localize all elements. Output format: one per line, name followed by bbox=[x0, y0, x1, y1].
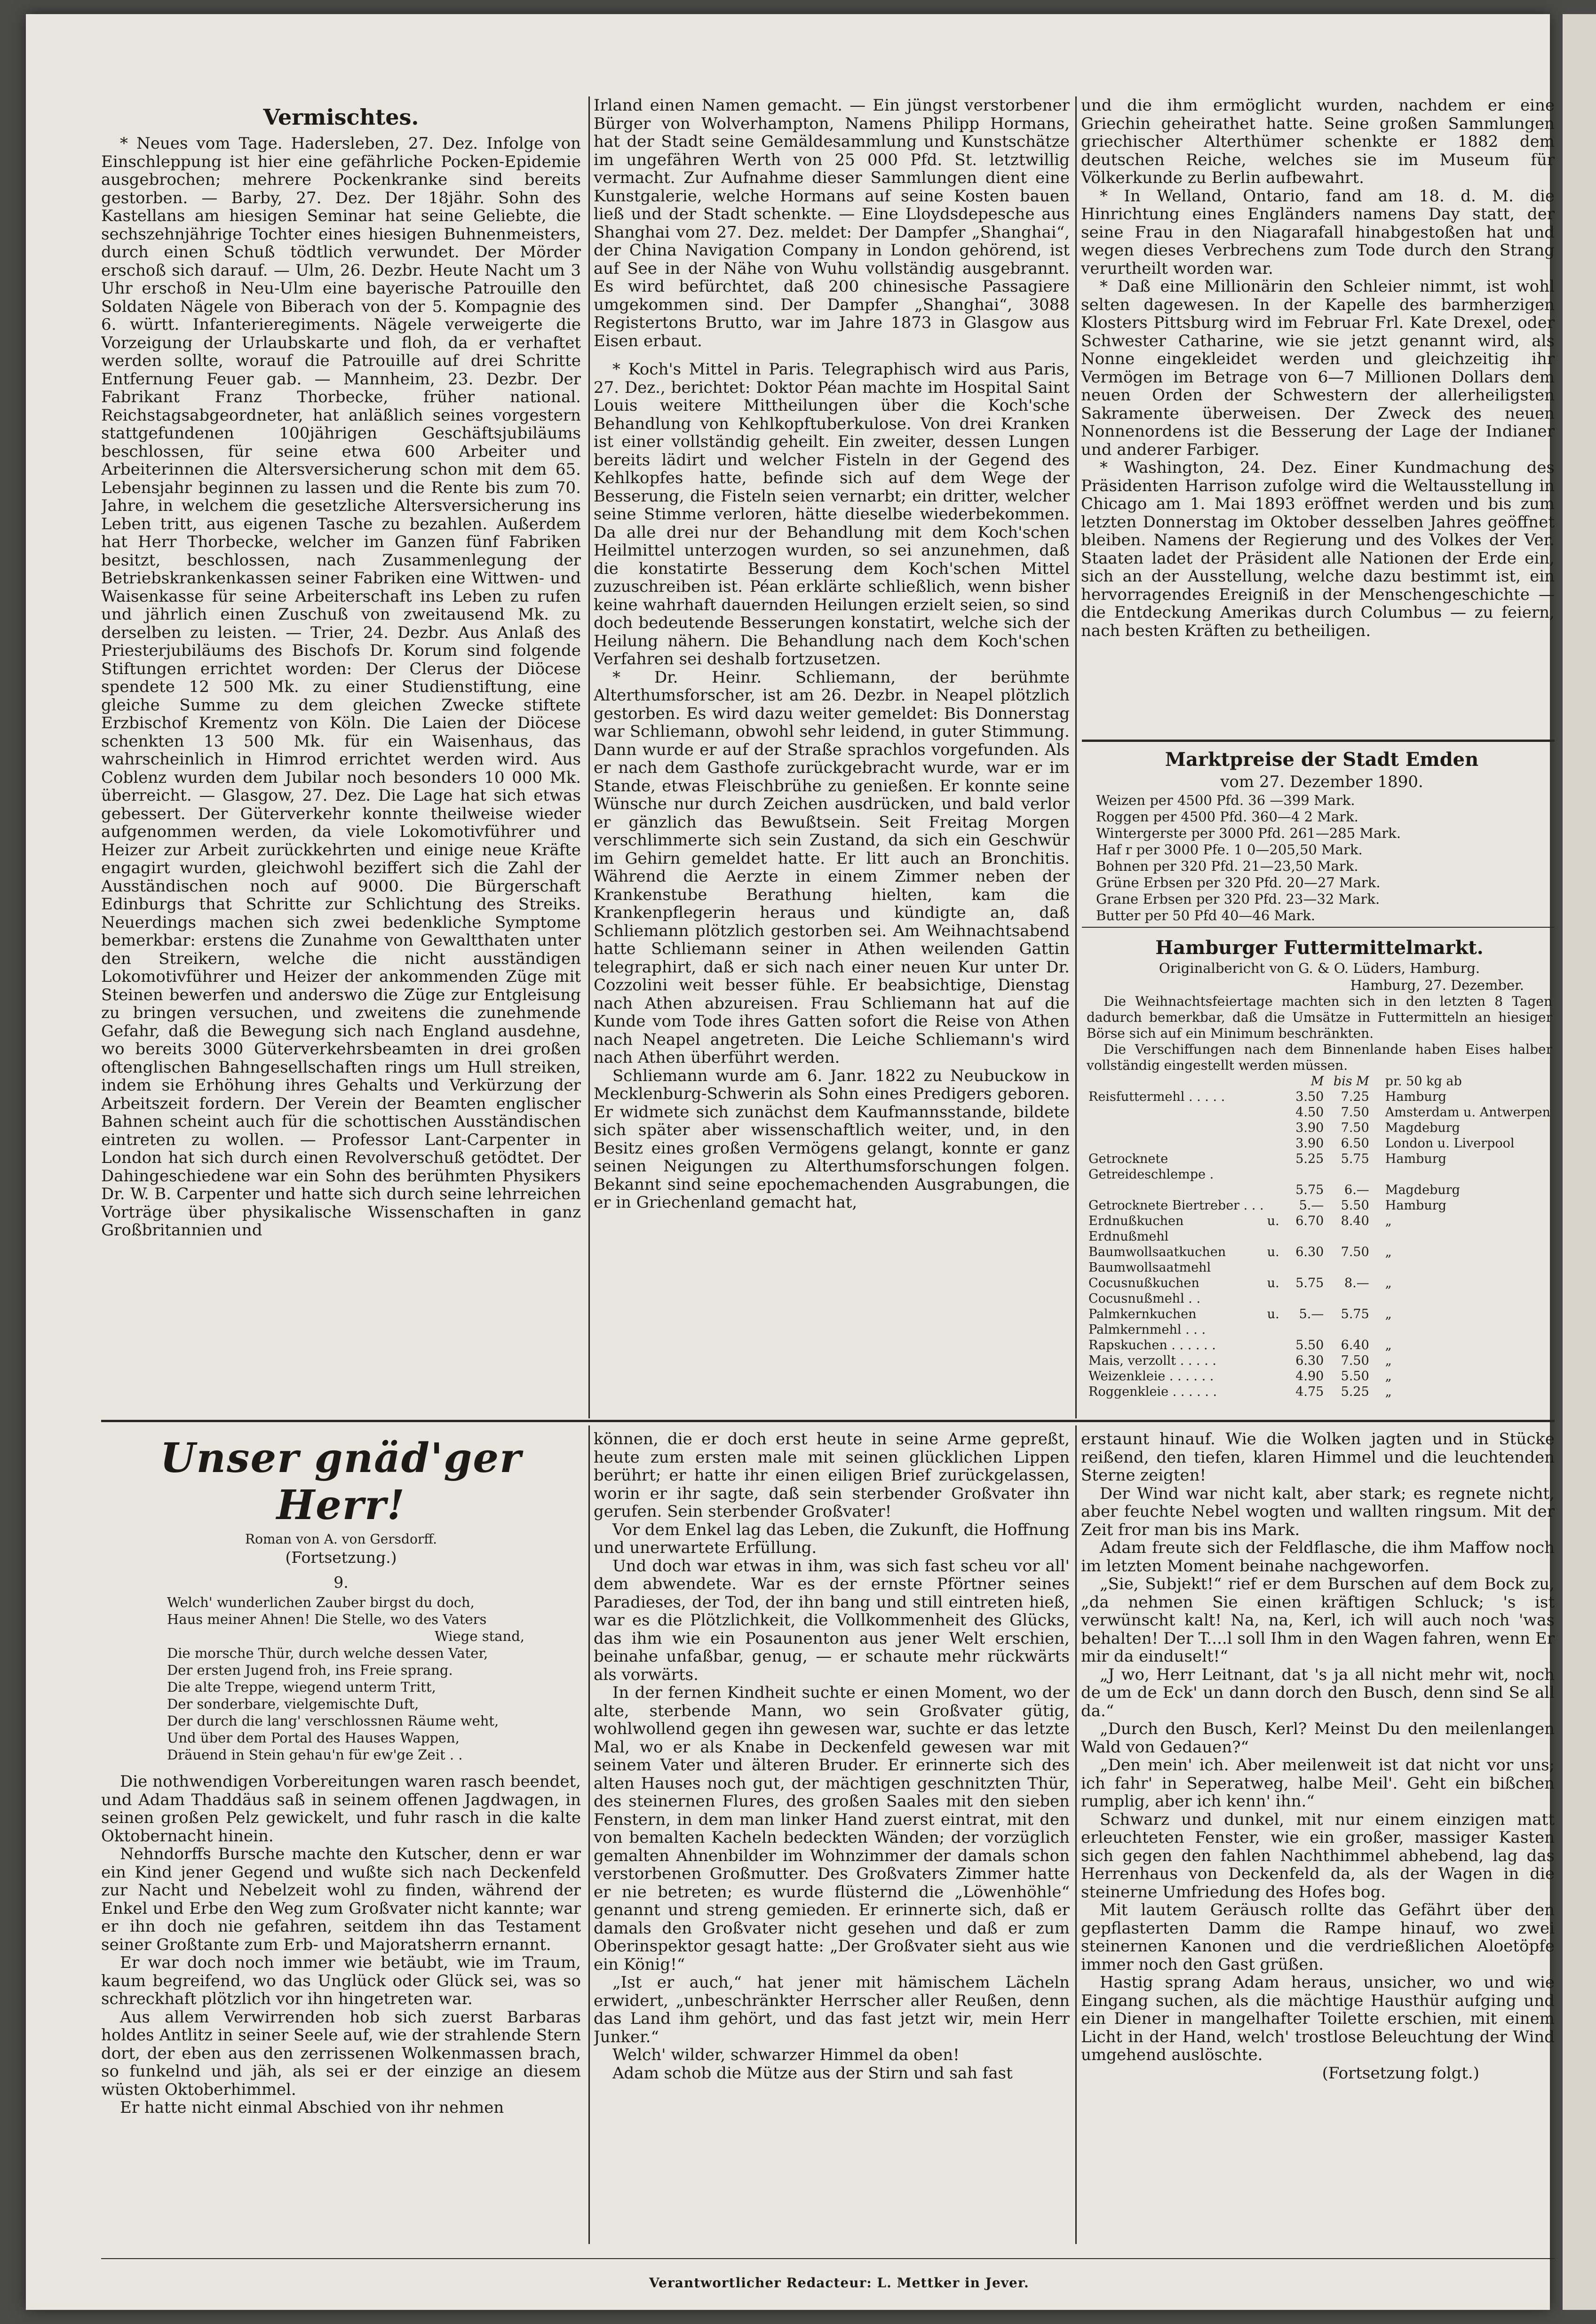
table-cell: 5.25 bbox=[1341, 1385, 1369, 1399]
table-row bbox=[1087, 1136, 1552, 1151]
column-rule bbox=[588, 96, 590, 1418]
table-cell bbox=[1087, 1136, 1281, 1151]
table-cell bbox=[1087, 1105, 1281, 1120]
article-schliemann: * Dr. Heinr. Schliemann, der berühmte Alterthumsforscher, ist am 26. Dezbr. in Neapel plötzlich gestorben. Es wird dazu weiter gemeldet: Bis Donnerstag war Schliemann, obwohl sehr leidend, in guter Stimmung. Dann wurde er auf der Straße sprachlos vorgefunden. Als er nach dem Gasthofe zurückgebracht wurde, war er im Stande, etwas Fleischbrühe zu genießen. Er konnte seine Wünsche nur durch Zeichen ausdrücken, und bald verlor er gänzlich das Bewußtsein. Seit Freitag Morgen verschlimmerte sich sein Zustand, da sich ein Geschwür im Gehirn gemeldet hatte. Er litt auch an Bronchitis. Während die Aerzte in einem Zimmer neben der Krankenstube Berathung hielten, kam die Krankenpflegerin heraus und kündigte an, daß Schliemann plötzlich gestorben sei. Am Weihnachtsabend hatte Schliemann seiner in Athen weilenden Gattin telegraphirt, daß er sich nach einer neuen Kur unter Dr. Cozzolini weit besser fühle. Er beabsichtige, Dienstag nach Athen abzureisen. Frau Schliemann hat auf die Kunde vom Tode ihres Gatten sofort die Reise von Athen nach Neapel angetreten. Die Leiche Schliemann's wird nach Athen überführt werden. bbox=[594, 668, 1070, 1067]
table-cell: Palmkernkuchen u. Palmkernmehl . . . bbox=[1088, 1307, 1279, 1337]
article-millionaerin: * Daß eine Millionärin den Schleier nimmt, ist wohl selten dagewesen. In der Kapelle des barmherzigen Klosters Pittsburg wird im Februar Frl. Kate Drexel, oder Schwester Catharine, wie sie jetzt genannt wird, als Nonne eingekleidet werden und gleichzeitig ihr Vermögen im Betrage von 6—7 Millionen Dollars dem neuen Orden der Schwestern der allerheiligsten Sakramente überweisen. Der Zweck des neuen Nonnenordens ist die Besserung der Lage der Indianer und anderer Farbiger. bbox=[1081, 277, 1555, 459]
table-cell: Magdeburg bbox=[1385, 1183, 1460, 1197]
novel-paragraph: Welch' wilder, schwarzer Himmel da oben! bbox=[612, 2045, 960, 2064]
table-cell: 4.50 bbox=[1295, 1105, 1324, 1120]
table-cell: Hamburg bbox=[1385, 1198, 1446, 1213]
poem-line: Die alte Treppe, wiegend unterm Tritt, bbox=[167, 1679, 436, 1695]
table-cell: 4.75 bbox=[1295, 1385, 1324, 1399]
table-cell: 5.75 bbox=[1341, 1307, 1369, 1321]
table-row bbox=[1087, 1353, 1552, 1369]
news-column-2 bbox=[594, 96, 1070, 1417]
header-cell: bis M bbox=[1333, 1074, 1369, 1089]
table-cell: Roggenkleie . . . . . . bbox=[1088, 1385, 1217, 1399]
novel-title: Unser gnäd'ger Herr! bbox=[160, 1434, 522, 1529]
table-row bbox=[1087, 1337, 1552, 1353]
table-cell: 5.50 bbox=[1295, 1338, 1324, 1353]
market-divider bbox=[1082, 927, 1555, 928]
editor-credit: Verantwortlicher Redacteur: L. Mettker in Jever. bbox=[649, 2275, 1029, 2291]
table-cell: „ bbox=[1385, 1307, 1392, 1321]
article-paragraph: und die ihm ermöglicht wurden, nachdem er eine Griechin geheirathet hatte. Seine großen Sammlungen griechischer Alterthümer schenkte er 1882 dem deutschen Reiche, welches sie im Museum für Völkerkunde zu Berlin aufbewahrt. bbox=[1081, 96, 1555, 187]
novel-paragraph: Er hatte nicht einmal Abschied von ihr nehmen bbox=[120, 2098, 504, 2117]
table-cell: 5.50 bbox=[1341, 1198, 1369, 1213]
table-cell: 5.50 bbox=[1341, 1369, 1369, 1384]
novel-paragraph: Adam freute sich der Feldflasche, die ihm Maffow noch im letzten Moment beinahe nachgeworfen. bbox=[1081, 1538, 1555, 1576]
poem-line: Dräuend in Stein gehau'n für ew'ge Zeit . . bbox=[167, 1747, 463, 1763]
table-cell: 6.70 bbox=[1295, 1214, 1324, 1228]
poem-line: Der ersten Jugend froh, ins Freie sprang. bbox=[167, 1662, 453, 1678]
table-row bbox=[1087, 1213, 1552, 1244]
feed-title: Hamburger Futtermittelmarkt. bbox=[1155, 937, 1484, 959]
table-cell: London u. Liverpool bbox=[1385, 1136, 1515, 1151]
table-row bbox=[1087, 1244, 1552, 1275]
novel-continuation: (Fortsetzung.) bbox=[285, 1548, 397, 1567]
market-price-line: Haf r per 3000 Pfe. 1 0—205,50 Mark. bbox=[1096, 842, 1363, 858]
table-cell: Weizenkleie . . . . . . bbox=[1088, 1369, 1214, 1384]
table-cell: 6.30 bbox=[1295, 1353, 1324, 1368]
table-cell: „ bbox=[1385, 1353, 1392, 1368]
market-prices bbox=[1096, 748, 1548, 924]
novel-paragraph: Vor dem Enkel lag das Leben, die Zukunft, die Hoffnung und unerwartete Erfüllung. bbox=[594, 1520, 1070, 1557]
table-row bbox=[1087, 1369, 1552, 1384]
header-cell: pr. 50 kg ab bbox=[1385, 1074, 1462, 1089]
novel-column-1 bbox=[101, 1430, 581, 2253]
section-heading: Vermischtes. bbox=[263, 104, 419, 130]
novel-paragraph: Mit lautem Geräusch rollte das Gefährt über den gepflasterten Damm die Rampe hinauf, wo zwei steinernen Kanonen und die verdrießlichen Aloetöpfe immer noch den Gast grüßen. bbox=[1081, 1901, 1555, 1974]
feed-intro: Die Weihnachtsfeiertage machten sich in den letzten 8 Tagen dadurch bemerkbar, daß die Umsätze in Futtermitteln an hiesiger Börse sich auf ein Minimum beschränkten. bbox=[1087, 994, 1552, 1041]
table-cell: 7.25 bbox=[1341, 1090, 1369, 1104]
poem-line: Welch' wunderlichen Zauber birgst du doch, bbox=[167, 1594, 475, 1610]
novel-paragraph: erstaunt hinauf. Wie die Wolken jagten und in Stücke reißend, den tiefen, klaren Himmel und die leuchtenden Sterne zeigten! bbox=[1081, 1430, 1555, 1485]
spacer bbox=[594, 350, 1070, 360]
novel-column-2 bbox=[594, 1430, 1070, 2253]
table-cell: 7.50 bbox=[1341, 1121, 1369, 1135]
table-cell: Getrocknete Biertreber . . . bbox=[1088, 1198, 1264, 1213]
market-divider bbox=[1082, 740, 1555, 742]
adjacent-page-edge bbox=[1563, 14, 1596, 2310]
table-cell: Reisfuttermehl . . . . . bbox=[1088, 1090, 1225, 1104]
chapter-number: 9. bbox=[333, 1573, 349, 1592]
market-price-line: Roggen per 4500 Pfd. 360—4 2 Mark. bbox=[1096, 809, 1358, 825]
market-title: Marktpreise der Stadt Emden bbox=[1165, 748, 1479, 771]
table-cell: 8.— bbox=[1344, 1276, 1369, 1290]
table-cell: „ bbox=[1385, 1214, 1392, 1228]
table-cell: 5.25 bbox=[1295, 1152, 1324, 1166]
table-cell: Magdeburg bbox=[1385, 1121, 1460, 1135]
article-schliemann-bio: Schliemann wurde am 6. Janr. 1822 zu Neubuckow in Mecklenburg-Schwerin als Sohn eines Predigers geboren. Er widmete sich zunächst dem Kaufmannsstande, bildete sich später aber wissenschaftlich weiter, und, in den Besitz eines großen Vermögens gelangt, konnte er ganz seinen Neigungen zu Alterthumsforschungen folgen. Bekannt sind seine epochemachenden Ausgrabungen, die er in Griechenland gemacht hat, bbox=[594, 1066, 1070, 1212]
column-rule bbox=[1075, 96, 1077, 1418]
poem-line: Haus meiner Ahnen! Die Stelle, wo des Vaters bbox=[167, 1611, 487, 1627]
poem-line: Wiege stand, bbox=[435, 1628, 524, 1644]
feed-table-header bbox=[1087, 1074, 1552, 1089]
novel-paragraph: Er war doch noch immer wie betäubt, wie im Traum, kaum begreifend, wo das Unglück oder Glück sei, was so schreckhaft plötzlich vor ihn hingetreten war. bbox=[101, 1953, 581, 2008]
poem-line: Und über dem Portal des Hauses Wappen, bbox=[167, 1730, 460, 1746]
table-cell: Amsterdam u. Antwerpen bbox=[1385, 1105, 1550, 1120]
feed-subtitle: Originalbericht von G. & O. Lüders, Hamburg. bbox=[1159, 960, 1480, 976]
novel-paragraph: Nehndorffs Bursche machte den Kutscher, denn er war ein Kind jener Gegend und wußte sich nach Deckenfeld zur Nacht und Nebelzeit wohl zu finden, während der Enkel und Erbe den Weg zum Großvater nicht kannte; war er ihn doch nie gefahren, seitdem ihn das Testament seiner Großtante zum Erb- und Majoratsherrn ernannt. bbox=[101, 1845, 581, 1954]
table-cell: „ bbox=[1385, 1369, 1392, 1384]
news-column-3 bbox=[1081, 96, 1555, 736]
table-cell: 6.40 bbox=[1341, 1338, 1369, 1353]
table-cell: Cocusnußkuchen u. Cocusnußmehl . . bbox=[1088, 1276, 1279, 1306]
article-welland: * In Welland, Ontario, fand am 18. d. M. die Hinrichtung eines Engländers namens Day statt, der seine Frau in den Niagarafall hinabgestoßen hat und wegen dieses Verbrechens zum Tode durch den Strang verurtheilt worden war. bbox=[1081, 186, 1555, 278]
table-row bbox=[1087, 1306, 1552, 1337]
market-lines bbox=[1096, 792, 1548, 924]
header-cell bbox=[1087, 1074, 1281, 1089]
table-cell: 7.50 bbox=[1341, 1353, 1369, 1368]
column-rule bbox=[588, 1425, 590, 2244]
novel-paragraph: „Ist er auch,“ hat jener mit hämischem Lächeln erwidert, „unbeschränkter Herrscher aller Reußen, denn das Land ihm gehört, und das fast jetzt wir, mein Herr Junker.“ bbox=[594, 1973, 1070, 2046]
table-cell: 5.75 bbox=[1341, 1152, 1369, 1166]
table-cell: Mais, verzollt . . . . . bbox=[1088, 1353, 1216, 1368]
table-cell: 7.50 bbox=[1341, 1245, 1369, 1259]
market-price-line: Wintergerste per 3000 Pfd. 261—285 Mark. bbox=[1096, 825, 1401, 841]
table-row bbox=[1087, 1089, 1552, 1105]
table-cell: 8.40 bbox=[1341, 1214, 1369, 1228]
market-price-line: Grane Erbsen per 320 Pfd. 23—32 Mark. bbox=[1096, 891, 1380, 907]
novel-paragraph: „Sie, Subjekt!“ rief er dem Burschen auf dem Bock zu, „da nehmen Sie einen kräftigen Schluck; 's ist verwünscht kalt! Na, na, Kerl, ich will auch noch 'was behalten! Der T....l soll Ihm in den Wagen fahren, wenn Er mir da einduselt!“ bbox=[1081, 1575, 1555, 1666]
novel-paragraph: Schwarz und dunkel, mit nur einem einzigen matt erleuchteten Fenster, wie ein großer, massiger Kasten sich gegen den fahlen Nachthimmel abhebend, lag das Herrenhaus von Deckenfeld da, als der Wagen in die steinerne Umfriedung des Hofes bog. bbox=[1081, 1810, 1555, 1902]
novel-paragraph: „Den mein' ich. Aber meilenweit ist dat nicht vor uns; ich fahr' in Seperatweg, halbe Meil'. Geht ein bißchen rumplig, aber ich kenn' ihn.“ bbox=[1081, 1756, 1555, 1811]
header-cell: M bbox=[1310, 1074, 1324, 1089]
novel-paragraph: Aus allem Verwirrenden hob sich zuerst Barbaras holdes Antlitz in seiner Seele auf, wie der strahlende Stern dort, der eben aus den zerrissenen Wolkenmassen brach, so funkelnd und jäh, als sei er der einzige an diesem wüsten Oktoberhimmel. bbox=[101, 2007, 581, 2099]
spacer bbox=[101, 1763, 581, 1773]
table-cell: Erdnußkuchen u. Erdnußmehl bbox=[1088, 1214, 1279, 1244]
table-cell: 5.75 bbox=[1295, 1183, 1324, 1197]
table-cell: 5.— bbox=[1299, 1307, 1324, 1321]
footer-divider bbox=[101, 2258, 1555, 2259]
novel-column-3 bbox=[1081, 1430, 1555, 2253]
column-rule bbox=[1075, 1425, 1077, 2244]
table-row bbox=[1087, 1105, 1552, 1120]
table-cell: Rapskuchen . . . . . . bbox=[1088, 1338, 1216, 1353]
poem-line: Der sonderbare, vielgemischte Duft, bbox=[167, 1696, 419, 1712]
table-cell: „ bbox=[1385, 1338, 1392, 1353]
novel-paragraph: Und doch war etwas in ihm, was sich fast scheu vor all' dem abwendete. War es der ernste Pförtner seines Paradieses, der Tod, der ihn bang und still eintreten hieß, war es die Plötzlichkeit, die Vollkommenheit des Glücks, das ihm wie ein Posaunenton aus jener Welt erschien, beinahe unfaßbar, genug, — er schaute mehr rückwärts als vorwärts. bbox=[594, 1556, 1070, 1684]
novel-paragraph: „J wo, Herr Leitnant, dat 's ja all nicht mehr wit, noch de um de Eck' un dann dorch den Busch, denn sind Se all da.“ bbox=[1081, 1665, 1555, 1720]
table-cell: 5.— bbox=[1299, 1198, 1324, 1213]
table-cell: Hamburg bbox=[1385, 1152, 1446, 1166]
article-washington: * Washington, 24. Dez. Einer Kundmachung des Präsidenten Harrison zufolge wird die Weltausstellung in Chicago am 1. Mai 1893 eröffnet werden und bis zum letzten Donnerstag im Oktober desselben Jahres geöffnet bleiben. Namens der Regierung und des Volkes der Ver. Staaten ladet der Präsident alle Nationen der Erde ein, sich an der Ausstellung, welche dazu bestimmt ist, ein hervorragendes Ereigniß in der Menschengeschichte — die Entdeckung Amerikas durch Columbus — zu feiern, nach besten Kräften zu betheiligen. bbox=[1081, 458, 1555, 640]
table-cell: Baumwollsaatkuchen u. Baumwollsaatmehl bbox=[1088, 1245, 1279, 1275]
novel-paragraph: „Durch den Busch, Kerl? Meinst Du den meilenlangen Wald von Gedauen?“ bbox=[1081, 1719, 1555, 1757]
table-row bbox=[1087, 1120, 1552, 1136]
novel-paragraph: In der fernen Kindheit suchte er einen Moment, wo der alte, sterbende Mann, wo sein Großvater gütig, wohlwollend gegen ihn gewesen war, suchte er das letzte Mal, wo er als Knabe in Deckenfeld gewesen war mit seinem Vater und älteren Bruder. Er erinnerte sich des alten Hauses noch gut, der mächtigen geschnitzten Thür, des steinernen Flures, des großen Saales mit den sieben Fenstern, in dem man linker Hand zuerst eintrat, mit den von bemalten Kacheln bedeckten Wänden; der vorzüglich gemalten Ahnenbilder im Wohnzimmer der damals schon verstorbenen Großmutter. Des Großvaters Zimmer hatte er nie betreten; es wurde flüsternd die „Löwenhöhle“ genannt und streng gemieden. Er erinnerte sich, daß er damals den Großvater nicht gesehen und daß er zum Oberinspektor gesagt hatte: „Der Großvater sieht aus wie ein König!“ bbox=[594, 1683, 1070, 1974]
table-cell: 4.90 bbox=[1295, 1369, 1324, 1384]
table-cell: 6.30 bbox=[1295, 1245, 1324, 1259]
table-cell: Getrocknete Getreideschlempe . bbox=[1088, 1152, 1214, 1182]
market-date: vom 27. Dezember 1890. bbox=[1220, 772, 1423, 791]
novel-paragraph: Die nothwendigen Vorbereitungen waren rasch beendet, und Adam Thaddäus saß in seinem offenen Jagdwagen, in seinen großen Pelz gewickelt, und fuhr rasch in die kalte Oktobernacht hinein. bbox=[101, 1772, 581, 1846]
table-cell: 3.50 bbox=[1295, 1090, 1324, 1104]
table-row bbox=[1087, 1384, 1552, 1400]
table-cell: 5.75 bbox=[1295, 1276, 1324, 1290]
table-cell: Hamburg bbox=[1385, 1090, 1446, 1104]
table-row bbox=[1087, 1198, 1552, 1213]
article-paragraph: Irland einen Namen gemacht. — Ein jüngst verstorbener Bürger von Wolverhampton, Namens Philipp Hormans, hat der Stadt seine Gemäldesammlung und Kunstschätze im ungefähren Werth von 25 000 Pfd. St. letztwillig vermacht. Zur Aufnahme dieser Sammlungen dient eine Kunstgalerie, welche Hormans auf seine Kosten bauen ließ und der Stadt schenkte. — Eine Lloydsdepesche aus Shanghai vom 27. Dez. meldet: Der Dampfer „Shanghai“, der China Navigation Company in London gehörend, ist auf See in der Nähe von Wuhu vollständig ausgebrannt. Es wird befürchtet, daß 200 chinesische Passagiere umgekommen sind. Der Dampfer „Shanghai“, 3088 Registertons Brutto, war im Jahre 1873 in Glasgow aus Eisen erbaut. bbox=[594, 96, 1070, 350]
table-cell: „ bbox=[1385, 1276, 1392, 1290]
table-cell: 6.50 bbox=[1341, 1136, 1369, 1151]
poem-line: Der durch die lang' verschlossnen Räume weht, bbox=[167, 1713, 499, 1729]
to-be-continued: (Fortsetzung folgt.) bbox=[1322, 2063, 1479, 2083]
feed-date: Hamburg, 27. Dezember. bbox=[1350, 977, 1524, 993]
feed-intro: Die Verschiffungen nach dem Binnenlande haben Eises halber vollständig eingestellt werden müssen. bbox=[1087, 1042, 1552, 1073]
feed-table bbox=[1087, 1074, 1552, 1400]
article-koch: * Koch's Mittel in Paris. Telegraphisch wird aus Paris, 27. Dez., berichtet: Doktor Péan machte im Hospital Saint Louis weitere Mittheilungen über die Koch'sche Behandlung von Kehlkopftuberkulose. Von drei Kranken ist einer vollständig geheilt. Ein zweiter, dessen Lungen bereits lädirt und welcher Fisteln in der Gegend des Kehlkopfes hatte, befinde sich auf dem Wege der Besserung, die Fisteln seien vernarbt; ein dritter, welcher seine Stimme verloren, hätte dieselbe wiederbekommen. Da alle drei nur der Behandlung mit dem Koch'schen Heilmittel unterzogen wurden, so sei anzunehmen, daß die konstatirte Besserung dem Koch'schen Mittel zuzuschreiben ist. Péan erklärte schließlich, wenn bisher keine wahrhaft dauernden Heilungen erzielt seien, so sind doch bedeutende Besserungen konstatirt, welche sich der Heilung nähern. Die Behandlung nach dem Koch'schen Verfahren sei deshalb fortzusetzen. bbox=[594, 360, 1070, 669]
poem bbox=[101, 1594, 581, 1763]
market-price-line: Weizen per 4500 Pfd. 36 —399 Mark. bbox=[1096, 792, 1355, 808]
table-cell bbox=[1087, 1120, 1281, 1136]
table-cell: 3.90 bbox=[1295, 1136, 1324, 1151]
market-price-line: Grüne Erbsen per 320 Pfd. 20—27 Mark. bbox=[1096, 875, 1381, 891]
table-row bbox=[1087, 1182, 1552, 1198]
table-cell: „ bbox=[1385, 1385, 1392, 1399]
table-cell: 3.90 bbox=[1295, 1121, 1324, 1135]
market-price-line: Butter per 50 Pfd 40—46 Mark. bbox=[1096, 907, 1316, 923]
section-divider bbox=[101, 1420, 1555, 1422]
table-cell: 6.— bbox=[1344, 1183, 1369, 1197]
table-row bbox=[1087, 1275, 1552, 1306]
novel-paragraph: Hastig sprang Adam heraus, unsicher, wo und wie Eingang suchen, als die mächtige Hausthür aufging und ein Diener in mangelhafter Toilette erschien, mit einem Licht in der Hand, welch' trostlose Beleuchtung der Wind umgehend auslöschte. bbox=[1081, 1973, 1555, 2064]
table-row bbox=[1087, 1151, 1552, 1182]
poem-line: Die morsche Thür, durch welche dessen Vater, bbox=[167, 1645, 488, 1661]
misc-column bbox=[101, 104, 581, 1417]
novel-paragraph: Der Wind war nicht kalt, aber stark; es regnete nicht, aber feuchte Nebel wogten und wallten ringsum. Mit der Zeit fror man bis ins Mark. bbox=[1081, 1484, 1555, 1539]
novel-paragraph: Adam schob die Mütze aus der Stirn und sah fast bbox=[612, 2063, 1013, 2083]
feed-market bbox=[1087, 936, 1552, 1416]
novel-paragraph: können, die er doch erst heute in seine Arme gepreßt, heute zum ersten male mit seinen glücklichen Lippen berührt; er hatte ihr einen eiligen Brief zurückgelassen, worin er ihr sagte, daß sein sterbender Großvater ihn gerufen. Sein sterbender Großvater! bbox=[594, 1430, 1070, 1521]
table-cell bbox=[1087, 1182, 1281, 1198]
article-paragraph: * Neues vom Tage. Hadersleben, 27. Dez. Infolge von Einschleppung ist hier eine gefährliche Pocken-Epidemie ausgebrochen; mehrere Pockenkranke sind bereits gestorben. — Barby, 27. Dez. Der 18jähr. Sohn des Kastellans am hiesigen Seminar hat seine Geliebte, die sechszehnjährige Tochter eines hiesigen Buhnenmeisters, durch einen Schuß tödtlich verwundet. Der Mörder erschoß sich darauf. — Ulm, 26. Dezbr. Heute Nacht um 3 Uhr erschoß in Neu-Ulm eine bayerische Patrouille den Soldaten Nägele von Biberach von der 5. Kompagnie des 6. württ. Infanterieregiments. Nägele verweigerte die Vorzeigung der Urlaubskarte und floh, da er verhaftet werden sollte, worauf die Patrouille auf drei Schritte Entfernung Feuer gab. — Mannheim, 23. Dezbr. Der Fabrikant Franz Thorbecke, früher national. Reichstagsabgeordneter, hat anläßlich seines vorgestern stattgefundenen 100jährigen Geschäftsjubiläums beschlossen, für seine etwa 600 Arbeiter und Arbeiterinnen die Altersversicherung schon mit dem 65. Lebensjahr beginnen zu lassen und die Rente bis zum 70. Jahre, in welchem die gesetzliche Altersversicherung ins Leben tritt, aus eigenen Tasche zu bezahlen. Außerdem hat Herr Thorbecke, welcher im Ganzen fünf Fabriken besitzt, beschlossen, nach Zusammenlegung der Betriebskrankenkassen seiner Fabriken eine Wittwen- und Waisenkasse für seine Arbeiterschaft ins Leben zu rufen und jährlich einen Zuschuß von zweitausend Mk. zu derselben zu leisten. — Trier, 24. Dezbr. Aus Anlaß des Priesterjubiläums des Bischofs Dr. Korum sind folgende Stiftungen errichtet worden: Der Clerus der Diöcese spendete 12 500 Mk. zu einer Studienstiftung, eine gleiche Summe zu dem gleichen Zwecke stiftete Erzbischof Krementz von Köln. Die Laien der Diöcese schenkten 13 500 Mk. für ein Waisenhaus, das wahrscheinlich in Himrod errichtet werden wird. Aus Coblenz wurden dem Jubilar noch besonders 10 000 Mk. überreicht. — Glasgow, 27. Dez. Die Lage hat sich etwas gebessert. Der Güterverkehr konnte theilweise wieder aufgenommen werden, da viele Lokomotivführer und Heizer zur Arbeit zurückkehrten und einige neue Kräfte engagirt wurden, gleichwohl beziffert sich die Zahl der Ausständischen noch auf 9000. Die Bürgerschaft Edinburgs that Schritte zur Schlichtung des Streiks. Neuerdings machen sich zwei bedenkliche Symptome bemerkbar: erstens die Zunahme von Gewaltthaten unter den Streikern, welche die nicht ausständigen Lokomotivführer und Heizer der ankommenden Züge mit Steinen bewerfen und anderswo die Züge zur Entgleisung zu bringen versuchen, und zweitens die zunehmende Gefahr, daß die Bewegung sich nach England ausdehne, wo bereits 3000 Güterverkehrsbeamten in drei großen oftenglischen Bahngesellschaften rings um Hull streiken, indem sie Erhöhung ihres Gehalts und Verkürzung der Arbeitszeit fordern. Der Verein der Beamten englischer Bahnen scheint auch für die schottischen Ausständischen eintreten zu wollen. — Professor Lant-Carpenter in London hat sich durch einen Revolverschuß getödtet. Der Dahingeschiedene war ein Sohn des berühmten Physikers Dr. W. B. Carpenter und hatte sich durch seine lehrreichen Vorträge über physikalische Wissenschaften in ganz Großbritannien und bbox=[101, 134, 581, 1240]
market-price-line: Bohnen per 320 Pfd. 21—23,50 Mark. bbox=[1096, 858, 1358, 874]
table-cell: 7.50 bbox=[1341, 1105, 1369, 1120]
novel-author: Roman von A. von Gersdorff. bbox=[245, 1531, 437, 1547]
table-cell: „ bbox=[1385, 1245, 1392, 1259]
